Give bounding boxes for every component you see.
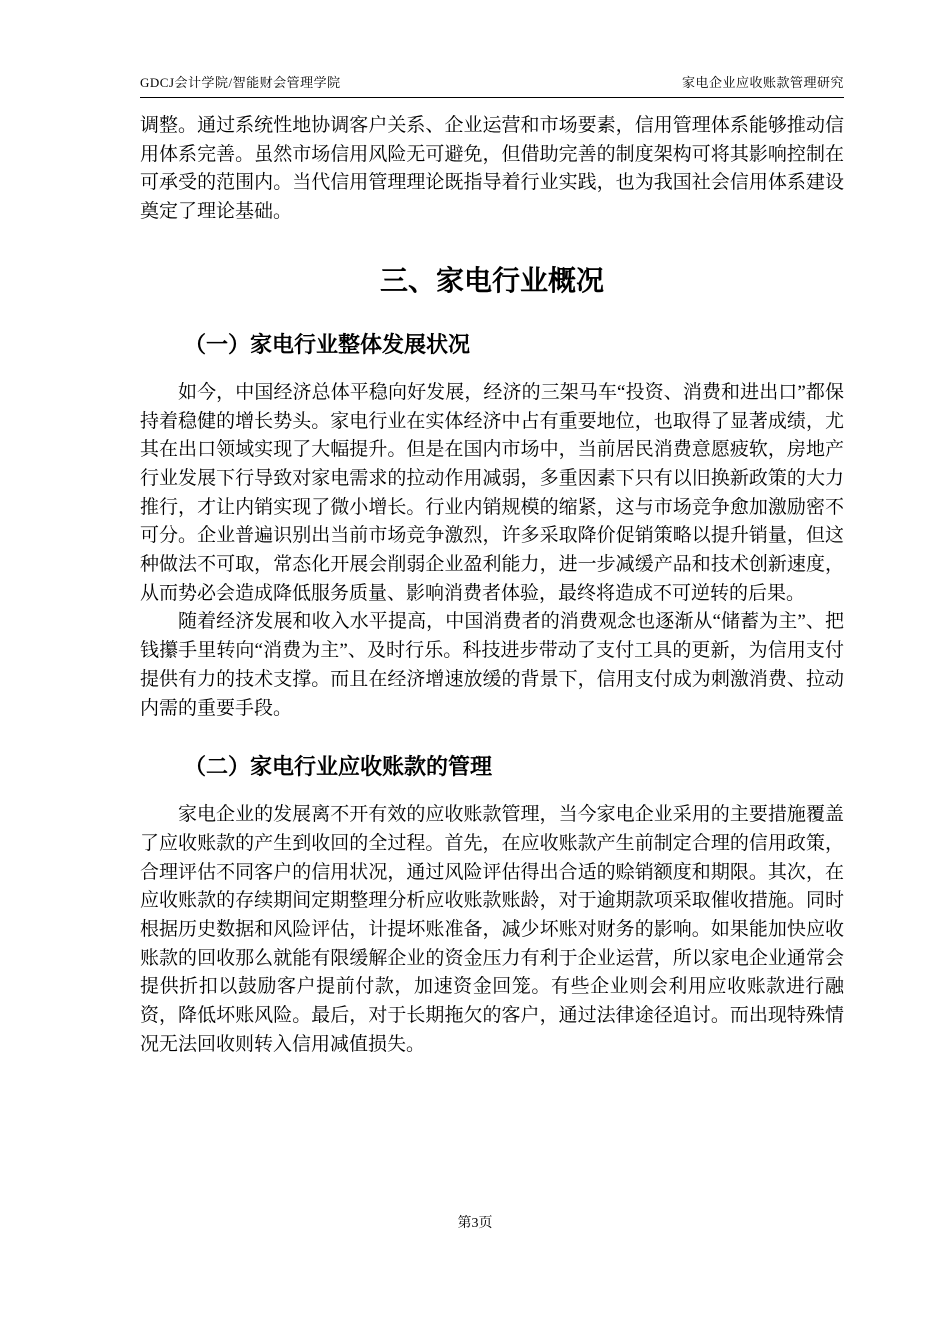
page-header xyxy=(140,72,844,98)
page-footer xyxy=(0,1212,950,1232)
section-2-paragraph-1: 家电企业的发展离不开有效的应收账款管理，当今家电企业采用的主要措施覆盖了应收账款的产生到收回的全过程。首先，在应收账款产生前制定合理的信用政策，合理评估不同客户的信用状况，通过风险评估得出合适的赊销额度和期限。其次，在应收账款的存续期间定期整理分析应收账款账龄，对于逾期款项采取催收措施。同时根据历史数据和风险评估，计提坏账准备，减少坏账对财务的影响。如果能加快应收账款的回收那么就能有限缓解企业的资金压力有利于企业运营，所以家电企业通常会提供折扣以鼓励客户提前付款，加速资金回笼。有些企业则会利用应收账款进行融资，降低坏账风险。最后，对于长期拖欠的客户，通过法律途径追讨。而出现特殊情况无法回收则转入信用减值损失。 xyxy=(140,804,844,1055)
page-body xyxy=(140,112,844,1060)
section-1-paragraph-1: 如今，中国经济总体平稳向好发展，经济的三架马车“投资、消费和进出口”都保持着稳健的增长势头。家电行业在实体经济中占有重要地位，也取得了显著成绩，尤其在出口领域实现了大幅提升。但是在国内市场中，当前居民消费意愿疲软，房地产行业发展下行导致对家电需求的拉动作用减弱，多重因素下只有以旧换新政策的大力推行，才让内销实现了微小增长。行业内销规模的缩紧，这与市场竞争愈加激励密不可分。企业普遍识别出当前市场竞争激烈，许多采取降价促销策略以提升销量，但这种做法不可取，常态化开展会削弱企业盈利能力，进一步减缓产品和技术创新速度，从而势必会造成降低服务质量、影响消费者体验，最终将造成不可逆转的后果。 xyxy=(140,381,844,604)
paragraph-continuation: 调整。通过系统性地协调客户关系、企业运营和市场要素，信用管理体系能够推动信用体系完善。虽然市场信用风险无可避免，但借助完善的制度架构可将其影响控制在可承受的范围内。当代信用管理理论既指导着行业实践，也为我国社会信用体系建设奠定了理论基础。 xyxy=(140,115,844,223)
header-school-name: GDCJ会计学院/智能财会管理学院 xyxy=(140,75,341,90)
chapter-title: 三、家电行业概况 xyxy=(379,264,604,296)
section-1-paragraph-2: 随着经济发展和收入水平提高，中国消费者的消费观念也逐渐从“储蓄为主”、把钱攥手里转向“消费为主”、及时行乐。科技进步带动了支付工具的更新，为信用支付提供有力的技术支撑。而且在经济增速放缓的背景下，信用支付成为刺激消费、拉动内需的重要手段。 xyxy=(140,611,844,719)
header-document-title: 家电企业应收账款管理研究 xyxy=(681,75,844,90)
section-heading-2: （二）家电行业应收账款的管理 xyxy=(184,754,493,780)
page-number: 第3页 xyxy=(457,1216,493,1231)
section-heading-1: （一）家电行业整体发展状况 xyxy=(184,331,471,357)
